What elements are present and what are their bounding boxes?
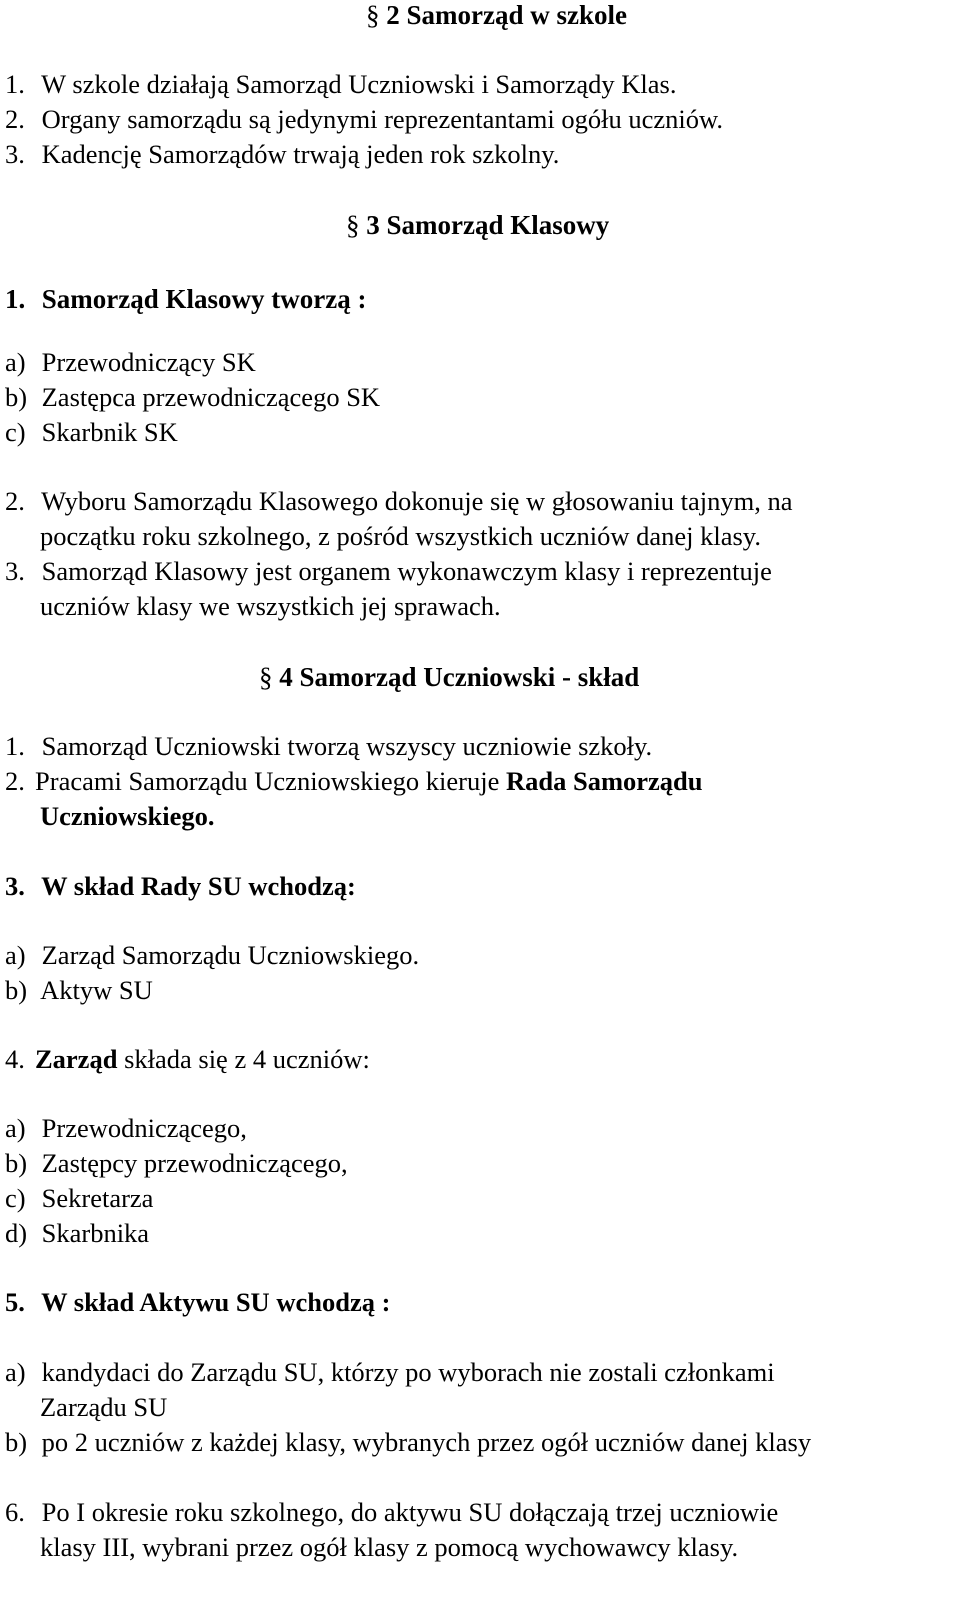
sub-text: kandydaci do Zarządu SU, którzy po wyborach nie zostali członkami [41,1357,775,1387]
list-item [5,764,703,799]
sub-text: Skarbnika [41,1218,150,1248]
sub-letter: a) [5,1113,26,1143]
sub-continuation: Zarządu SU [40,1392,168,1422]
item-number: 2. [5,766,25,796]
sub-text: Przewodniczącego, [41,1113,247,1143]
list-item [5,869,356,904]
item-text: składa się z 4 uczniów: [117,1044,370,1074]
list-item [5,1042,370,1077]
list-item [5,67,676,102]
item-text: W szkole działają Samorząd Uczniowski i Samorządy Klas. [41,69,677,99]
item-bold-text: Zarząd [35,1044,118,1074]
section-3-heading [346,208,609,243]
sub-letter: b) [5,975,28,1005]
item-continuation: początku roku szkolnego, z pośród wszystkich uczniów danej klasy. [40,521,761,551]
section-4-title: 4 Samorząd Uczniowski - skład [279,662,640,692]
item-number: 1. [5,731,25,761]
sub-item [5,1181,153,1216]
section-3-title: 3 Samorząd Klasowy [366,210,610,240]
item-text: Samorząd Klasowy tworzą : [41,284,367,314]
item-bold-text: Rada Samorządu [505,766,703,796]
sub-item [5,938,419,973]
section-2-heading [366,0,627,33]
sub-letter: a) [5,940,26,970]
list-item [5,102,723,137]
list-item [5,484,792,519]
item-text: W skład Aktywu SU wchodzą : [41,1287,391,1317]
sub-text: Zarząd Samorządu Uczniowskiego. [41,940,420,970]
item-number: 1. [5,284,26,314]
item-text: Samorząd Klasowy jest organem wykonawczym klasy i reprezentuje [41,556,772,586]
sub-letter: b) [5,382,28,412]
sub-letter: c) [5,417,26,447]
section-2-title: 2 Samorząd w szkole [386,0,627,30]
item-number: 4. [5,1044,25,1074]
item-continuation: uczniów klasy we wszystkich jej sprawach. [40,591,501,621]
sub-item [5,1111,247,1146]
item-text: Pracami Samorządu Uczniowskiego kieruje [35,766,506,796]
list-item [5,1285,390,1320]
sub-text: Zastępcy przewodniczącego, [41,1148,348,1178]
item-number: 5. [5,1287,25,1317]
section-symbol: § [346,210,360,240]
sub-letter: b) [5,1148,28,1178]
sub-text: Przewodniczący SK [41,347,256,377]
sub-item [5,973,153,1008]
list-item [5,729,652,764]
item-number: 6. [5,1497,25,1527]
item-continuation: Uczniowskiego. [40,801,215,831]
item-text: Organy samorządu są jedynymi reprezentantami ogółu uczniów. [41,104,724,134]
sub-text: Skarbnik SK [41,417,178,447]
sub-letter: a) [5,1357,26,1387]
sub-text: Sekretarza [41,1183,154,1213]
sub-item [5,1216,149,1251]
list-item [5,137,559,172]
section-4-heading [259,660,639,695]
sub-letter: c) [5,1183,26,1213]
sub-letter: a) [5,347,26,377]
sub-letter: d) [5,1218,28,1248]
item-text: Po I okresie roku szkolnego, do aktywu SU dołączają trzej uczniowie [41,1497,779,1527]
list-item [5,554,772,589]
item-text: W skład Rady SU wchodzą: [41,871,356,901]
item-text: Samorząd Uczniowski tworzą wszyscy uczniowie szkoły. [41,731,653,761]
sub-item [5,1355,775,1390]
item-continuation: klasy III, wybrani przez ogół klasy z pomocą wychowawcy klasy. [40,1532,739,1562]
sub-letter: b) [5,1427,28,1457]
sub-item [5,415,178,450]
item-number: 3. [5,871,25,901]
list-item [5,282,366,317]
item-number: 2. [5,486,25,516]
list-item [5,1495,778,1530]
sub-text: po 2 uczniów z każdej klasy, wybranych przez ogół uczniów danej klasy [41,1427,812,1457]
item-text: Wyboru Samorządu Klasowego dokonuje się w głosowaniu tajnym, na [41,486,793,516]
item-number: 1. [5,69,25,99]
section-symbol: § [366,0,380,30]
sub-item [5,1146,348,1181]
sub-item [5,380,380,415]
item-text: Kadencję Samorządów trwają jeden rok szkolny. [41,139,560,169]
item-number: 3. [5,556,25,586]
sub-text: Aktyw SU [40,975,153,1005]
sub-item [5,345,256,380]
item-number: 3. [5,139,25,169]
section-symbol: § [259,662,273,692]
item-number: 2. [5,104,25,134]
sub-item [5,1425,811,1460]
sub-text: Zastępca przewodniczącego SK [41,382,381,412]
